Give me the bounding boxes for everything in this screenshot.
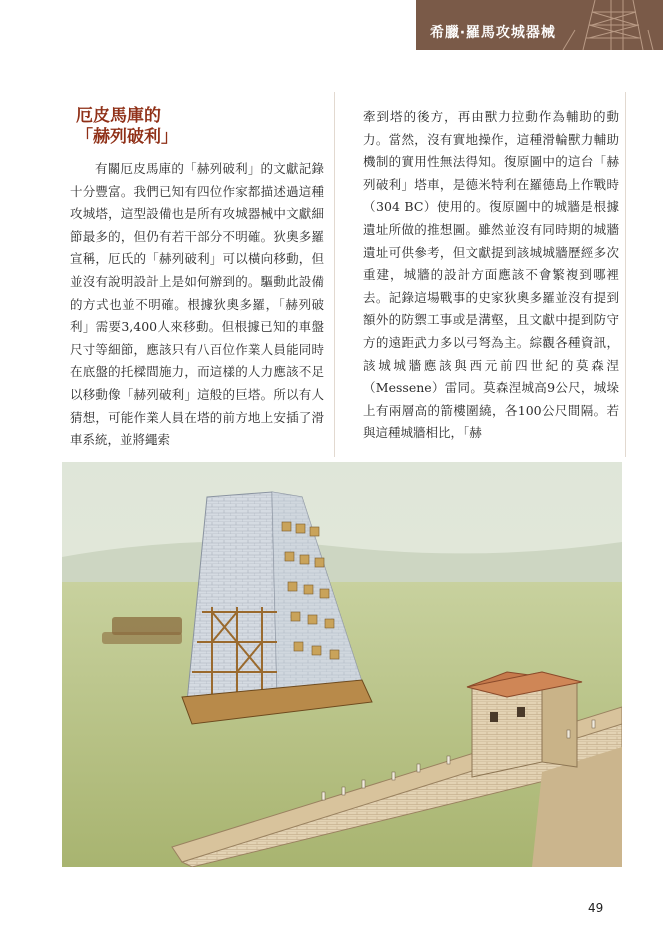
page-number: 49 <box>588 901 604 915</box>
section-title-line1: 厄皮馬庫的 <box>76 106 161 126</box>
column-divider <box>334 92 335 457</box>
chapter-title: 希臘‧羅馬攻城器械 <box>430 25 556 41</box>
chapter-header-tab <box>416 0 663 50</box>
workers-crowd <box>102 617 182 644</box>
section-title <box>76 106 324 148</box>
siege-tower-illustration <box>62 462 622 867</box>
right-text-column <box>357 92 619 457</box>
right-body-paragraph: 牽到塔的後方，再由獸力拉動作為輔助的動力。當然，沒有實地操作，這種滑輪獸力輔助機制的實用性無法得知。復原圖中的這台「赫列破利」塔車，是德米特利在羅德島上作戰時（304 BC）使用的。復原圖中的城牆是根據遺址所做的推想圖。雖然並沒有同時期的城牆遺址可供參考，但文獻提到該城城牆歷經多次重建，城牆的設計方面應該不會繁複到哪裡去。記錄這場戰事的史家狄奧多羅並沒有提到額外的防禦工事或是溝壑，且文獻中提到防守方的遠距武力多以弓弩為主。綜觀各種資訊，該城城牆應該與西元前四世紀的莫森涅（Messene）雷同。莫森涅城高9公尺，城垛上有兩層高的箭樓圍繞，各100公尺間隔。若與這種城牆相比，「赫 <box>363 109 619 441</box>
left-body-paragraph: 有關厄皮馬庫的「赫列破利」的文獻記錄十分豐富。我們已知有四位作家都描述過這種攻城塔，這型設備也是所有攻城器械中文獻細節最多的，但仍有若干部分不明確。狄奧多羅宣稱，厄氏的「赫列破利」可以橫向移動，但並沒有說明設計上是如何辦到的。驅動此設備的方式也並不明確。根據狄奧多羅，「赫列破利」需要3,400人來移動。但根據已知的車盤尺寸等細節，應該只有八百位作業人員能同時在底盤的托樑間施力，而這樣的人力應該不足以移動像「赫列破利」這般的巨塔。所以有人猜想，可能作業人員在塔的前方地上安插了滑車系統，並將繩索 <box>70 161 324 448</box>
column-divider <box>625 92 626 457</box>
left-text-column <box>62 92 324 457</box>
section-title-line2: 「赫列破利」 <box>76 127 178 147</box>
wall-gate-tower <box>467 672 582 777</box>
